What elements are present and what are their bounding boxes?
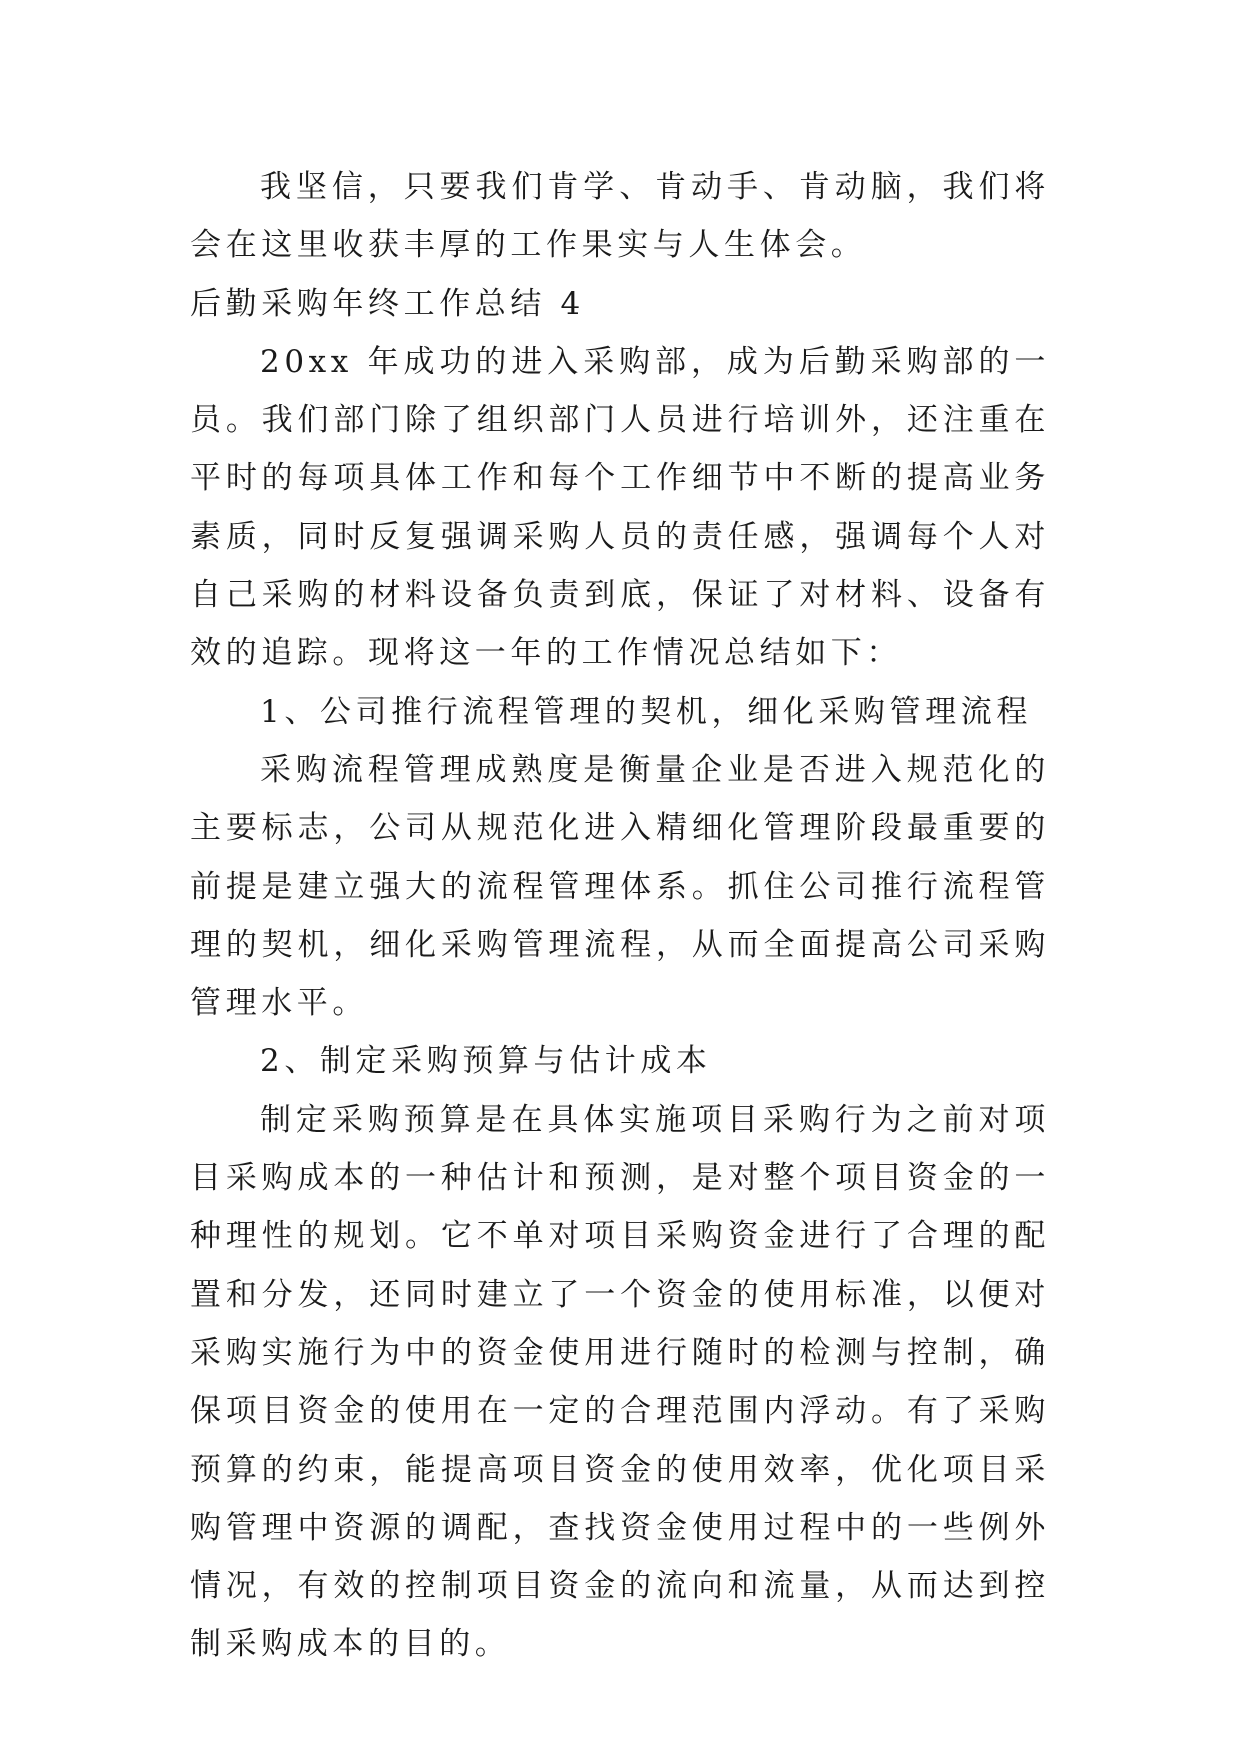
paragraph-budget: 制定采购预算是在具体实施项目采购行为之前对项目采购成本的一种估计和预测，是对整个项目资金的一种理性的规划。它不单对项目采购资金进行了合理的配置和分发，还同时建立了一个资金的使用标准，以便对采购实施行为中的资金使用进行随时的检测与控制，确保项目资金的使用在一定的合理范围内浮动。有了采购预算的约束，能提高项目资金的使用效率，优化项目采购管理中资源的调配，查找资金使用过程中的一些例外情况，有效的控制项目资金的流向和流量，从而达到控制采购成本的目的。 [190,1101,1050,1663]
document-body [190,158,1050,1674]
subheading-budget: 2、制定采购预算与估计成本 [260,1043,712,1080]
paragraph-conviction: 我坚信，只要我们肯学、肯动手、肯动脑，我们将会在这里收获丰厚的工作果实与人生体会。 [190,169,1050,264]
paragraph-process-management: 采购流程管理成熟度是衡量企业是否进入规范化的主要标志，公司从规范化进入精细化管理阶段最重要的前提是建立强大的流程管理体系。抓住公司推行流程管理的契机，细化采购管理流程，从而全面提高公司采购管理水平。 [190,751,1050,1022]
subheading-process-management: 1、公司推行流程管理的契机，细化采购管理流程 [260,693,1032,730]
paragraph-intro: 20xx 年成功的进入采购部，成为后勤采购部的一员。我们部门除了组织部门人员进行培训外，还注重在平时的每项具体工作和每个工作细节中不断的提高业务素质，同时反复强调采购人员的责任感，强调每个人对自己采购的材料设备负责到底，保证了对材料、设备有效的追踪。现将这一年的工作情况总结如下： [190,343,1050,672]
section-heading: 后勤采购年终工作总结 4 [190,285,585,322]
